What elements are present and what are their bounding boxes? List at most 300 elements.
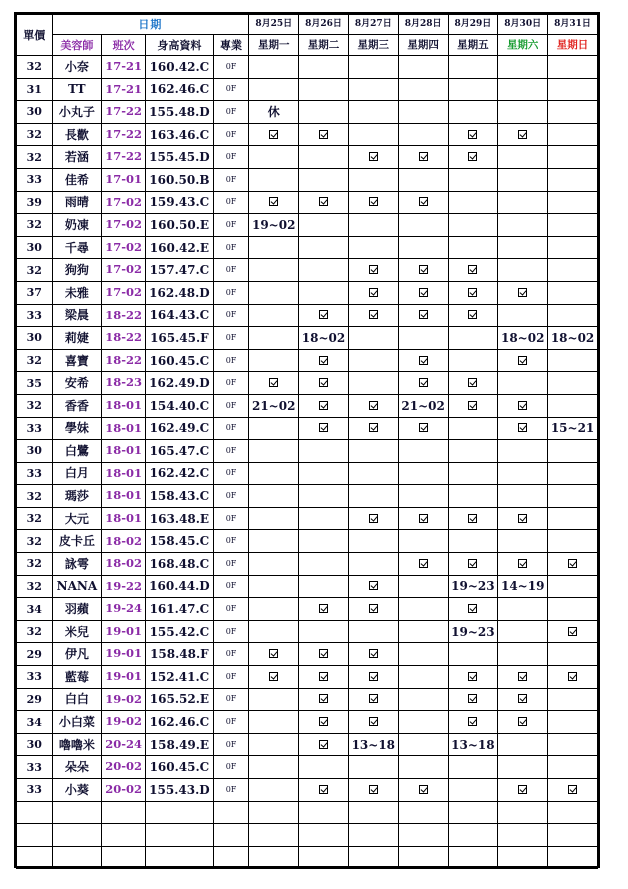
schedule-cell[interactable] <box>348 327 398 350</box>
schedule-cell[interactable]: 休 <box>249 101 299 124</box>
schedule-cell[interactable] <box>348 620 398 643</box>
schedule-cell[interactable] <box>249 485 299 508</box>
schedule-cell[interactable] <box>299 575 349 598</box>
schedule-cell[interactable] <box>348 349 398 372</box>
schedule-cell[interactable] <box>398 643 448 666</box>
schedule-cell[interactable] <box>498 78 548 101</box>
schedule-cell[interactable] <box>348 779 398 802</box>
schedule-cell[interactable] <box>448 146 498 169</box>
schedule-cell[interactable] <box>448 711 498 734</box>
empty-cell[interactable] <box>498 801 548 824</box>
schedule-cell[interactable] <box>249 236 299 259</box>
schedule-cell[interactable] <box>398 666 448 689</box>
checkbox-icon <box>518 401 527 410</box>
schedule-cell[interactable] <box>299 101 349 124</box>
schedule-cell[interactable] <box>448 78 498 101</box>
empty-cell[interactable] <box>398 846 448 869</box>
profile-cell: 158.48.F <box>146 643 214 666</box>
schedule-cell[interactable] <box>398 191 448 214</box>
schedule-cell[interactable] <box>299 507 349 530</box>
schedule-cell[interactable] <box>398 214 448 237</box>
schedule-cell[interactable] <box>348 372 398 395</box>
schedule-cell[interactable] <box>548 304 598 327</box>
schedule-cell[interactable] <box>448 191 498 214</box>
schedule-cell[interactable] <box>249 146 299 169</box>
schedule-cell[interactable] <box>348 688 398 711</box>
schedule-cell[interactable] <box>249 78 299 101</box>
schedule-cell[interactable] <box>348 191 398 214</box>
schedule-cell[interactable] <box>299 598 349 621</box>
schedule-cell[interactable] <box>398 507 448 530</box>
schedule-cell[interactable] <box>299 462 349 485</box>
schedule-cell[interactable] <box>299 349 349 372</box>
schedule-cell[interactable] <box>299 123 349 146</box>
schedule-cell[interactable] <box>249 530 299 553</box>
schedule-cell[interactable] <box>548 553 598 576</box>
empty-cell[interactable] <box>102 846 146 869</box>
schedule-cell[interactable] <box>448 417 498 440</box>
schedule-cell[interactable] <box>348 507 398 530</box>
empty-cell[interactable] <box>299 824 349 847</box>
schedule-cell[interactable] <box>548 462 598 485</box>
schedule-cell[interactable] <box>348 485 398 508</box>
schedule-cell[interactable] <box>249 123 299 146</box>
schedule-cell[interactable] <box>548 598 598 621</box>
schedule-cell[interactable] <box>249 553 299 576</box>
schedule-cell[interactable] <box>299 259 349 282</box>
schedule-cell[interactable] <box>448 304 498 327</box>
schedule-cell[interactable] <box>398 462 448 485</box>
profile-cell: 152.41.C <box>146 666 214 689</box>
schedule-cell[interactable] <box>548 666 598 689</box>
schedule-cell[interactable] <box>249 507 299 530</box>
schedule-cell[interactable]: 21~02 <box>249 394 299 417</box>
schedule-cell[interactable] <box>398 327 448 350</box>
schedule-cell[interactable] <box>249 327 299 350</box>
schedule-cell[interactable] <box>398 146 448 169</box>
schedule-cell[interactable] <box>548 711 598 734</box>
schedule-cell[interactable] <box>348 123 398 146</box>
schedule-cell[interactable] <box>249 259 299 282</box>
schedule-cell[interactable] <box>249 281 299 304</box>
empty-cell[interactable] <box>102 824 146 847</box>
empty-cell[interactable] <box>299 846 349 869</box>
schedule-cell[interactable] <box>249 711 299 734</box>
schedule-cell[interactable] <box>348 553 398 576</box>
schedule-cell[interactable] <box>498 372 548 395</box>
schedule-cell[interactable] <box>398 598 448 621</box>
schedule-cell[interactable] <box>498 688 548 711</box>
empty-cell[interactable] <box>498 824 548 847</box>
schedule-cell[interactable] <box>498 146 548 169</box>
checkbox-icon <box>369 514 378 523</box>
schedule-cell[interactable] <box>398 530 448 553</box>
table-row <box>17 417 598 440</box>
schedule-cell[interactable] <box>398 78 448 101</box>
schedule-cell[interactable] <box>299 214 349 237</box>
schedule-cell[interactable] <box>348 281 398 304</box>
schedule-cell[interactable] <box>398 236 448 259</box>
shift-cell: 18-01 <box>102 485 146 508</box>
schedule-cell[interactable]: 19~23 <box>448 620 498 643</box>
schedule-cell[interactable] <box>398 733 448 756</box>
schedule-cell[interactable] <box>498 462 548 485</box>
profile-cell: 160.44.D <box>146 575 214 598</box>
schedule-cell[interactable] <box>448 327 498 350</box>
schedule-cell[interactable] <box>348 304 398 327</box>
empty-cell[interactable] <box>348 846 398 869</box>
schedule-cell[interactable] <box>498 598 548 621</box>
schedule-cell[interactable] <box>348 575 398 598</box>
schedule-cell[interactable] <box>548 733 598 756</box>
schedule-cell[interactable] <box>548 168 598 191</box>
schedule-cell[interactable] <box>498 281 548 304</box>
schedule-cell[interactable] <box>398 485 448 508</box>
schedule-cell[interactable] <box>498 553 548 576</box>
table-row <box>17 688 598 711</box>
empty-cell[interactable] <box>548 801 598 824</box>
empty-cell[interactable] <box>348 824 398 847</box>
empty-cell[interactable] <box>348 801 398 824</box>
schedule-cell[interactable] <box>249 598 299 621</box>
schedule-cell[interactable] <box>448 666 498 689</box>
schedule-cell[interactable] <box>249 643 299 666</box>
price-cell: 32 <box>17 56 53 79</box>
specialty-cell: 0F <box>213 575 249 598</box>
schedule-cell[interactable] <box>448 372 498 395</box>
schedule-cell[interactable] <box>398 417 448 440</box>
schedule-cell[interactable] <box>448 281 498 304</box>
stylist-name-cell: 白月 <box>52 462 102 485</box>
schedule-cell[interactable] <box>398 56 448 79</box>
specialty-cell: 0F <box>213 236 249 259</box>
schedule-cell[interactable] <box>299 485 349 508</box>
schedule-cell[interactable] <box>299 779 349 802</box>
schedule-cell[interactable]: 13~18 <box>348 733 398 756</box>
schedule-cell[interactable] <box>548 236 598 259</box>
schedule-cell[interactable] <box>249 756 299 779</box>
schedule-cell[interactable] <box>448 349 498 372</box>
schedule-cell[interactable]: 13~18 <box>448 733 498 756</box>
schedule-cell[interactable] <box>398 756 448 779</box>
schedule-cell[interactable] <box>548 643 598 666</box>
schedule-cell[interactable] <box>498 214 548 237</box>
schedule-cell[interactable] <box>348 101 398 124</box>
schedule-cell[interactable] <box>299 530 349 553</box>
empty-cell[interactable] <box>213 801 249 824</box>
schedule-cell[interactable] <box>498 191 548 214</box>
schedule-cell[interactable] <box>249 688 299 711</box>
schedule-cell[interactable] <box>398 620 448 643</box>
schedule-cell[interactable] <box>548 575 598 598</box>
schedule-cell[interactable] <box>398 575 448 598</box>
schedule-cell[interactable] <box>498 123 548 146</box>
empty-cell[interactable] <box>548 846 598 869</box>
schedule-cell[interactable] <box>249 779 299 802</box>
schedule-cell[interactable] <box>249 666 299 689</box>
schedule-cell[interactable] <box>498 236 548 259</box>
schedule-cell[interactable] <box>398 688 448 711</box>
schedule-cell[interactable] <box>249 733 299 756</box>
schedule-cell[interactable] <box>348 598 398 621</box>
schedule-cell[interactable] <box>448 598 498 621</box>
schedule-cell[interactable] <box>299 281 349 304</box>
schedule-cell[interactable] <box>498 168 548 191</box>
profile-cell: 160.45.C <box>146 349 214 372</box>
schedule-cell[interactable] <box>348 440 398 463</box>
empty-cell[interactable] <box>448 801 498 824</box>
specialty-cell: 0F <box>213 756 249 779</box>
schedule-cell[interactable] <box>398 372 448 395</box>
schedule-cell[interactable] <box>299 417 349 440</box>
schedule-cell[interactable] <box>498 259 548 282</box>
schedule-cell[interactable] <box>398 168 448 191</box>
schedule-cell[interactable]: 18~02 <box>299 327 349 350</box>
empty-cell[interactable] <box>146 824 214 847</box>
schedule-cell[interactable] <box>299 440 349 463</box>
empty-cell[interactable] <box>548 824 598 847</box>
schedule-cell[interactable] <box>548 394 598 417</box>
schedule-cell[interactable] <box>548 214 598 237</box>
schedule-cell[interactable] <box>348 711 398 734</box>
schedule-cell[interactable] <box>448 779 498 802</box>
schedule-cell[interactable] <box>348 666 398 689</box>
schedule-cell[interactable] <box>348 168 398 191</box>
schedule-cell[interactable] <box>498 666 548 689</box>
checkbox-icon <box>319 649 328 658</box>
schedule-cell[interactable] <box>448 485 498 508</box>
price-cell: 31 <box>17 78 53 101</box>
table-row <box>17 733 598 756</box>
schedule-cell[interactable] <box>498 643 548 666</box>
price-cell: 32 <box>17 146 53 169</box>
schedule-cell[interactable] <box>249 440 299 463</box>
empty-cell[interactable] <box>52 824 102 847</box>
schedule-cell[interactable] <box>448 394 498 417</box>
schedule-cell[interactable]: 18~02 <box>548 327 598 350</box>
schedule-cell[interactable] <box>448 530 498 553</box>
schedule-cell[interactable] <box>448 507 498 530</box>
empty-cell[interactable] <box>146 846 214 869</box>
schedule-cell[interactable] <box>498 394 548 417</box>
schedule-cell[interactable] <box>548 779 598 802</box>
schedule-cell[interactable] <box>498 507 548 530</box>
empty-cell[interactable] <box>52 801 102 824</box>
schedule-cell[interactable] <box>498 440 548 463</box>
stylist-name-cell: 未雅 <box>52 281 102 304</box>
schedule-cell[interactable] <box>249 304 299 327</box>
schedule-cell[interactable] <box>548 530 598 553</box>
schedule-cell[interactable]: 19~02 <box>249 214 299 237</box>
table-row <box>17 643 598 666</box>
shift-cell: 19-01 <box>102 620 146 643</box>
schedule-cell[interactable] <box>348 56 398 79</box>
schedule-cell[interactable]: 14~19 <box>498 575 548 598</box>
empty-cell[interactable] <box>146 801 214 824</box>
schedule-cell[interactable] <box>548 620 598 643</box>
schedule-cell[interactable]: 19~23 <box>448 575 498 598</box>
checkbox-icon <box>518 717 527 726</box>
schedule-cell[interactable] <box>448 643 498 666</box>
empty-cell[interactable] <box>17 824 53 847</box>
schedule-cell[interactable] <box>348 530 398 553</box>
profile-cell: 160.42.E <box>146 236 214 259</box>
schedule-cell[interactable] <box>448 168 498 191</box>
schedule-cell[interactable] <box>448 553 498 576</box>
schedule-cell[interactable] <box>249 462 299 485</box>
schedule-cell[interactable] <box>299 236 349 259</box>
checkbox-icon <box>419 265 428 274</box>
empty-cell[interactable] <box>398 801 448 824</box>
schedule-cell[interactable] <box>498 56 548 79</box>
schedule-cell[interactable] <box>548 56 598 79</box>
checkbox-icon <box>419 785 428 794</box>
schedule-cell[interactable] <box>548 101 598 124</box>
schedule-cell[interactable] <box>548 372 598 395</box>
schedule-cell[interactable] <box>498 779 548 802</box>
empty-cell[interactable] <box>299 801 349 824</box>
schedule-cell[interactable] <box>348 259 398 282</box>
schedule-cell[interactable] <box>299 711 349 734</box>
schedule-cell[interactable] <box>249 56 299 79</box>
schedule-cell[interactable] <box>299 688 349 711</box>
schedule-cell[interactable] <box>299 553 349 576</box>
schedule-cell[interactable] <box>498 417 548 440</box>
schedule-cell[interactable] <box>398 553 448 576</box>
schedule-cell[interactable] <box>548 349 598 372</box>
schedule-cell[interactable] <box>448 756 498 779</box>
schedule-cell[interactable] <box>299 168 349 191</box>
schedule-cell[interactable] <box>299 304 349 327</box>
schedule-cell[interactable] <box>398 440 448 463</box>
schedule-cell[interactable] <box>498 101 548 124</box>
schedule-cell[interactable] <box>548 191 598 214</box>
schedule-cell[interactable] <box>548 78 598 101</box>
schedule-cell[interactable] <box>448 440 498 463</box>
schedule-cell[interactable] <box>448 688 498 711</box>
schedule-cell[interactable] <box>249 349 299 372</box>
schedule-cell[interactable] <box>548 507 598 530</box>
schedule-cell[interactable] <box>498 349 548 372</box>
schedule-cell[interactable] <box>448 462 498 485</box>
stylist-name-cell: 小奈 <box>52 56 102 79</box>
schedule-cell[interactable] <box>398 304 448 327</box>
schedule-cell[interactable] <box>548 259 598 282</box>
schedule-cell[interactable] <box>498 485 548 508</box>
schedule-cell[interactable] <box>348 236 398 259</box>
schedule-cell[interactable] <box>299 56 349 79</box>
schedule-cell[interactable] <box>299 756 349 779</box>
empty-cell[interactable] <box>17 846 53 869</box>
schedule-cell[interactable] <box>348 146 398 169</box>
schedule-cell[interactable] <box>348 643 398 666</box>
schedule-cell[interactable] <box>548 146 598 169</box>
schedule-cell[interactable] <box>348 756 398 779</box>
empty-cell[interactable] <box>102 801 146 824</box>
schedule-cell[interactable]: 18~02 <box>498 327 548 350</box>
schedule-cell[interactable] <box>448 259 498 282</box>
schedule-cell[interactable] <box>398 711 448 734</box>
empty-cell[interactable] <box>448 824 498 847</box>
empty-cell[interactable] <box>17 801 53 824</box>
schedule-cell[interactable] <box>498 620 548 643</box>
schedule-cell[interactable] <box>249 575 299 598</box>
schedule-cell[interactable] <box>448 123 498 146</box>
empty-cell[interactable] <box>213 824 249 847</box>
schedule-cell[interactable] <box>299 78 349 101</box>
shift-cell: 18-22 <box>102 349 146 372</box>
schedule-cell[interactable] <box>498 530 548 553</box>
empty-cell[interactable] <box>448 846 498 869</box>
schedule-cell[interactable] <box>249 620 299 643</box>
schedule-cell[interactable] <box>448 56 498 79</box>
checkbox-icon <box>568 627 577 636</box>
schedule-cell[interactable] <box>348 214 398 237</box>
empty-cell[interactable] <box>52 846 102 869</box>
schedule-cell[interactable] <box>498 756 548 779</box>
schedule-cell[interactable]: 21~02 <box>398 394 448 417</box>
schedule-cell[interactable] <box>348 394 398 417</box>
schedule-cell[interactable] <box>398 123 448 146</box>
schedule-cell[interactable] <box>299 620 349 643</box>
schedule-cell[interactable] <box>398 281 448 304</box>
schedule-cell[interactable] <box>249 168 299 191</box>
schedule-cell[interactable] <box>299 146 349 169</box>
schedule-cell[interactable] <box>548 281 598 304</box>
checkbox-icon <box>468 152 477 161</box>
price-cell: 34 <box>17 711 53 734</box>
schedule-cell[interactable] <box>548 688 598 711</box>
schedule-cell[interactable] <box>249 372 299 395</box>
schedule-cell[interactable] <box>548 756 598 779</box>
schedule-cell[interactable] <box>249 417 299 440</box>
schedule-cell[interactable] <box>299 191 349 214</box>
empty-cell[interactable] <box>249 824 299 847</box>
schedule-cell[interactable] <box>498 733 548 756</box>
schedule-cell[interactable] <box>498 304 548 327</box>
schedule-cell[interactable] <box>348 78 398 101</box>
schedule-cell[interactable] <box>448 214 498 237</box>
stylist-name-cell: 小白菜 <box>52 711 102 734</box>
schedule-cell[interactable] <box>398 101 448 124</box>
schedule-cell[interactable] <box>299 666 349 689</box>
schedule-cell[interactable] <box>299 733 349 756</box>
schedule-cell[interactable] <box>348 417 398 440</box>
schedule-cell[interactable] <box>548 440 598 463</box>
schedule-cell[interactable]: 15~21 <box>548 417 598 440</box>
schedule-cell[interactable] <box>448 101 498 124</box>
schedule-cell[interactable] <box>548 485 598 508</box>
schedule-cell[interactable] <box>299 372 349 395</box>
schedule-cell[interactable] <box>348 462 398 485</box>
shift-cell: 17-22 <box>102 123 146 146</box>
empty-cell[interactable] <box>249 846 299 869</box>
schedule-cell[interactable] <box>548 123 598 146</box>
schedule-cell[interactable] <box>299 643 349 666</box>
schedule-cell[interactable] <box>398 349 448 372</box>
schedule-cell[interactable] <box>249 191 299 214</box>
schedule-cell[interactable] <box>299 394 349 417</box>
empty-cell[interactable] <box>498 846 548 869</box>
schedule-cell[interactable] <box>448 236 498 259</box>
schedule-cell[interactable] <box>498 711 548 734</box>
empty-cell[interactable] <box>249 801 299 824</box>
empty-cell[interactable] <box>398 824 448 847</box>
schedule-cell[interactable] <box>398 779 448 802</box>
empty-cell[interactable] <box>213 846 249 869</box>
schedule-cell[interactable] <box>398 259 448 282</box>
profile-cell: 158.43.C <box>146 485 214 508</box>
